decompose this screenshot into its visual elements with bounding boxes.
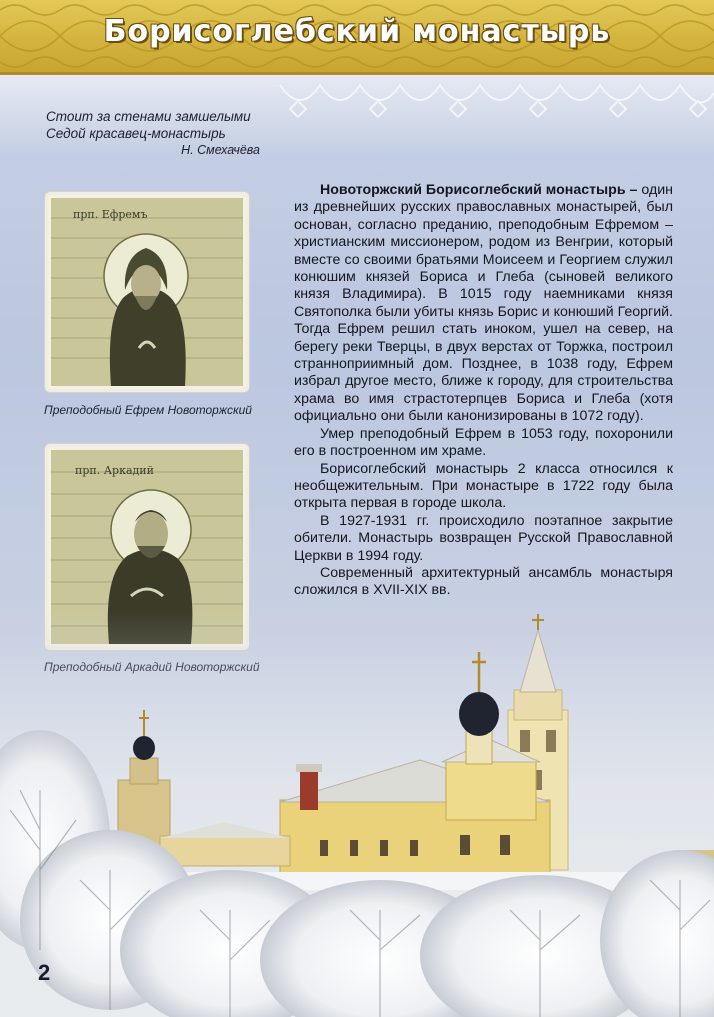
article-paragraph-1-text: один из древнейших русских православных монастырей, был основан, согласно преданию, преподобным Ефремом – христианским миссионером, родом из Венгрии, который вместе со своими братьями Моисеем и Георгием служил конюшим князей Бориса и Глеба (сыновей великого князя Владимира). В 1015 году наемниками князя Святополка были убиты князь Борис и конюший Георгий. Тогда Ефрем решил стать иноком, ушел на север, на берегу реки Тверцы, в двух верстах от Торжка, построил странноприимный дом. Позднее, в 1038 году, Ефрем избрал другое место, ближе к городу, для строительства храма во имя страстотерпцев Бориса и Глеба (хотя официально они были канонизированы в 1072 году). [294,182,673,425]
article-paragraph-5: Современный архитектурный ансамбль монастыря сложился в XVII-XIX вв. [294,564,673,599]
icon-inscription-1: прп. Ефремъ [73,208,148,221]
article-paragraph-3: Борисоглебский монастырь 2 класса относился к необщежительным. При монастыре в 1722 году была открыта первая в городе школа. [294,460,673,512]
monastery-winter-photo [0,610,714,1017]
article-lead: Новоторжский Борисоглебский монастырь – [320,182,638,198]
icon-inscription-2: прп. Аркадий [75,464,154,477]
page-number: 2 [38,960,51,985]
epigraph-author: Н. Смехачёва [181,143,260,157]
epigraph [46,108,266,159]
icon-efrem [44,191,250,393]
page-title: Борисоглебский монастырь [103,14,611,49]
epigraph-line-1: Стоит за стенами замшелыми [46,109,251,124]
article-paragraph-1 [294,182,673,426]
icon-caption-1: Преподобный Ефрем Новоторжский [44,403,252,417]
article-paragraph-2: Умер преподобный Ефрем в 1053 году, похоронили его в построенном им храме. [294,425,673,460]
saint-efrem-engraving [51,198,243,386]
article-text [294,182,673,600]
epigraph-line-2: Седой красавец-монастырь [46,126,226,141]
article-paragraph-4: В 1927-1931 гг. происходило поэтапное закрытие обители. Монастырь возвращен Русской Православной Церкви в 1994 году. [294,512,673,564]
header-banner [0,0,714,75]
